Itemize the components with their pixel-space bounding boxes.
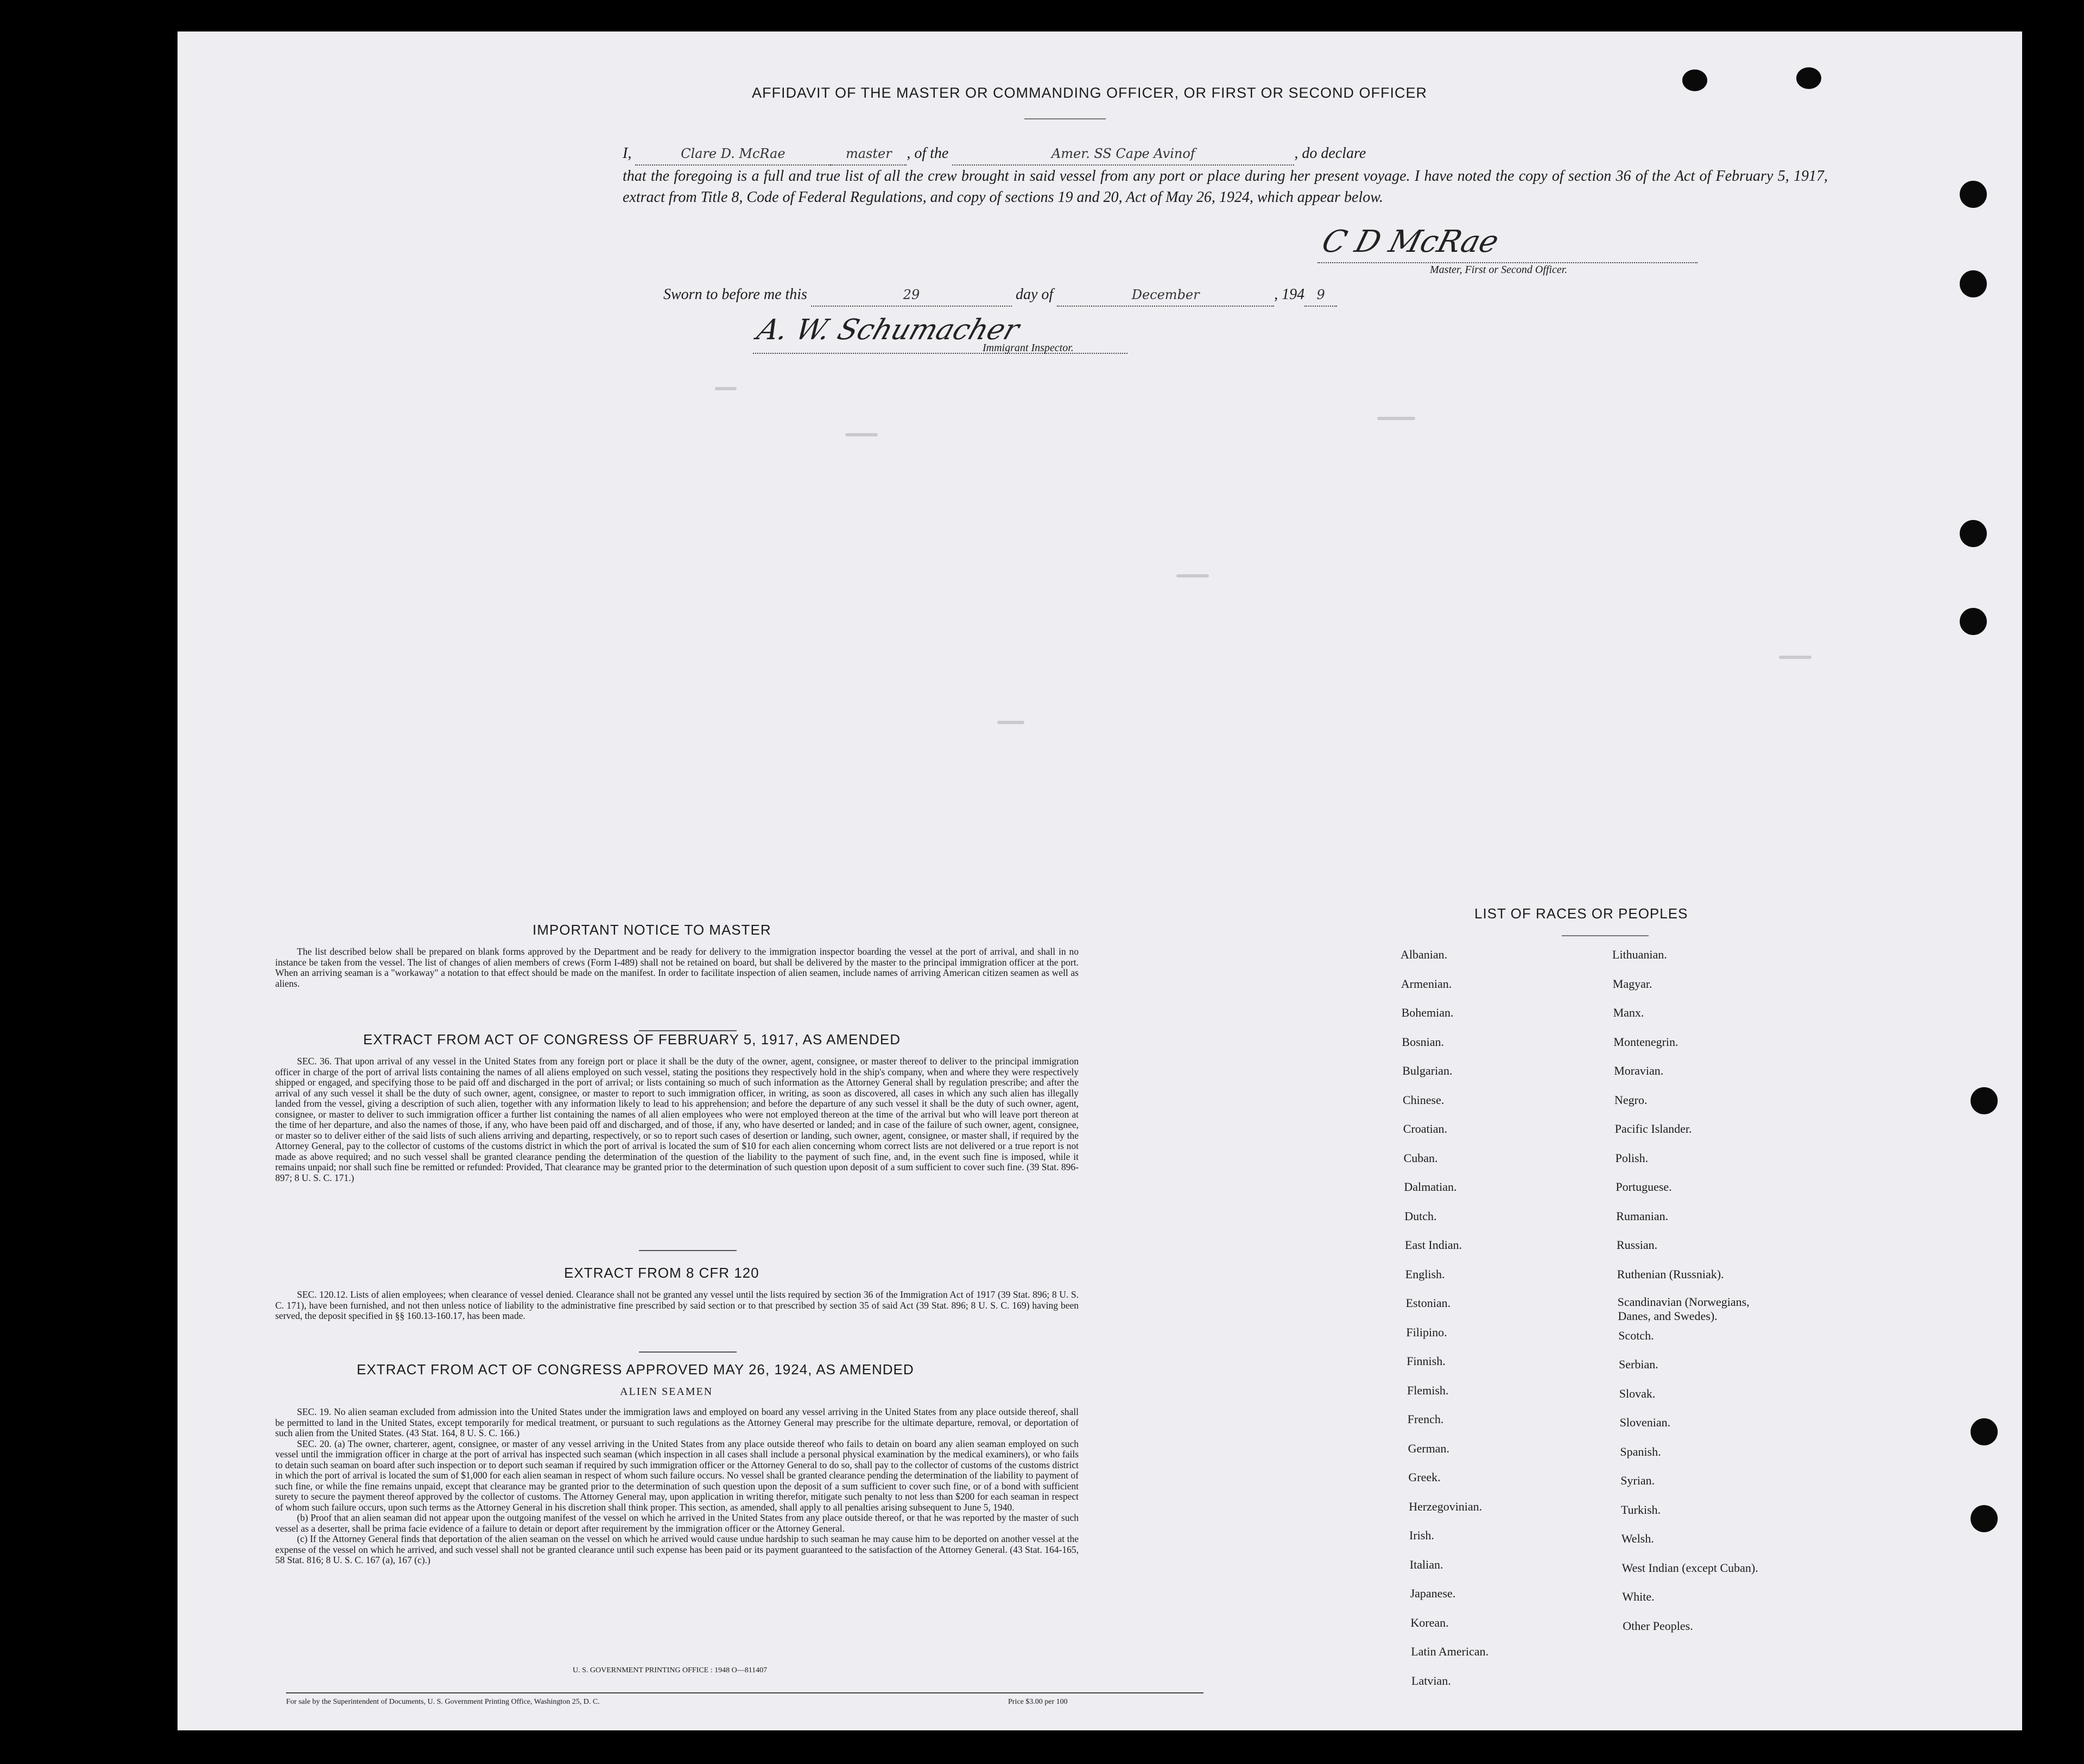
bleed-through-mark bbox=[1377, 417, 1415, 420]
race-list-item: Syrian. bbox=[1620, 1474, 1655, 1487]
declaration-first-line bbox=[623, 143, 1828, 166]
race-list-item: Bohemian. bbox=[1401, 1006, 1454, 1019]
act-1917-title: EXTRACT FROM ACT OF CONGRESS OF FEBRUARY 5, 1917, AS AMENDED bbox=[363, 1031, 901, 1048]
race-list-item: Montenegrin. bbox=[1613, 1035, 1678, 1049]
section-divider bbox=[639, 1351, 737, 1353]
notice-text bbox=[275, 947, 1079, 989]
race-list-item: German. bbox=[1408, 1441, 1449, 1455]
master-signature-line bbox=[1317, 262, 1697, 263]
race-list-item: Filipino. bbox=[1406, 1325, 1447, 1339]
punch-hole bbox=[1960, 270, 1987, 297]
race-list-item: East Indian. bbox=[1405, 1238, 1462, 1252]
act-1924-sec20b: (b) Proof that an alien seaman did not appear upon the outgoing manifest of the vessel on which he arrived in the United States from any place outside thereof, or that he was reported by the master of such vessel as a deserter, shall be prima facie evidence of a failure to detain or deport after requirement by the immigration officer or the Attorney General. bbox=[275, 1512, 1079, 1534]
race-list-item: Armenian. bbox=[1401, 976, 1452, 991]
decl-i: I, bbox=[623, 145, 632, 162]
affidavit-title: AFFIDAVIT OF THE MASTER OR COMMANDING OFFICER, OR FIRST OR SECOND OFFICER bbox=[752, 85, 1428, 101]
notice-paragraph: The list described below shall be prepared on blank forms approved by the Department and be ready for delivery to the immigration inspector boarding the vessel at the port of arrival, and shall in no instance be taken from the vessel. The list of changes of alien members of crews (Form I-489) shall not be retained on board, but shall be delivered by the master to the principal immigration officer at the port. When an arriving seaman is a "workaway" a notation to that effect should be made on the manifest. In order to facilitate inspection of alien seamen, include names of arriving American citizen seamen as well as aliens. bbox=[275, 946, 1079, 989]
printing-office-line: U. S. GOVERNMENT PRINTING OFFICE : 1948 O—811407 bbox=[573, 1666, 768, 1674]
vessel-name-field: Amer. SS Cape Avinof bbox=[952, 143, 1294, 166]
sworn-line bbox=[663, 284, 1586, 307]
race-list-item: Portuguese. bbox=[1616, 1180, 1672, 1194]
act-1917-text bbox=[275, 1056, 1079, 1183]
footer-rule bbox=[286, 1692, 1203, 1693]
race-list-item: Estonian. bbox=[1405, 1296, 1451, 1310]
race-list-item: Italian. bbox=[1409, 1557, 1443, 1571]
bleed-through-mark bbox=[715, 387, 737, 390]
race-list-item: Finnish. bbox=[1407, 1354, 1446, 1368]
race-list-item: Flemish. bbox=[1407, 1383, 1449, 1397]
officer-name-field: Clare D. McRae bbox=[635, 143, 831, 166]
master-signature: C D McRae bbox=[1318, 224, 1503, 259]
bleed-through-mark bbox=[1779, 656, 1811, 659]
race-list-item: Polish. bbox=[1615, 1151, 1649, 1165]
race-list-item: Latvian. bbox=[1411, 1673, 1451, 1687]
race-list-item: Ruthenian (Russniak). bbox=[1617, 1267, 1724, 1281]
cfr-text bbox=[275, 1290, 1079, 1322]
officer-rank-field: master bbox=[831, 143, 907, 166]
race-list-item: Manx. bbox=[1613, 1006, 1644, 1019]
race-list-item: Dalmatian. bbox=[1404, 1180, 1457, 1194]
inspector-label: Immigrant Inspector. bbox=[983, 342, 1074, 354]
race-list-item: Lithuanian. bbox=[1612, 948, 1667, 961]
price-line: Price $3.00 per 100 bbox=[1008, 1698, 1068, 1706]
race-list-item: Greek. bbox=[1408, 1470, 1441, 1484]
race-list-item: Croatian. bbox=[1403, 1122, 1448, 1135]
master-label: Master, First or Second Officer. bbox=[1430, 264, 1568, 276]
year-prefix: , 194 bbox=[1274, 286, 1305, 303]
declaration-text: that the foregoing is a full and true list of all the crew brought in said vessel from any port or place during her present voyage. I have noted the copy of section 36 of the Act of February 5, 1917, extract from Title 8, Code of Federal Regulations, and copy of sections 19 and 20, Act of May 26, 1924, which appear below. bbox=[623, 168, 1828, 206]
form-page bbox=[178, 31, 2022, 1730]
alien-seamen-subtitle: ALIEN SEAMEN bbox=[620, 1386, 713, 1398]
races-title: LIST OF RACES OR PEOPLES bbox=[1474, 905, 1688, 922]
act-1924-title: EXTRACT FROM ACT OF CONGRESS APPROVED MAY 26, 1924, AS AMENDED bbox=[357, 1361, 914, 1378]
punch-hole bbox=[1682, 69, 1707, 91]
race-list-item: Russian. bbox=[1617, 1238, 1658, 1252]
race-list-item: Turkish. bbox=[1621, 1502, 1661, 1516]
race-list-item: Danes, and Swedes). bbox=[1618, 1309, 1718, 1323]
race-list-item: White. bbox=[1622, 1590, 1655, 1603]
sworn-prefix: Sworn to before me this bbox=[663, 286, 807, 303]
race-list-item: Chinese. bbox=[1403, 1093, 1445, 1107]
race-list-item: Slovenian. bbox=[1619, 1416, 1671, 1429]
race-list-item: Korean. bbox=[1410, 1615, 1449, 1629]
punch-hole bbox=[1960, 608, 1987, 635]
punch-hole bbox=[1960, 181, 1987, 208]
race-list-item: Spanish. bbox=[1620, 1444, 1661, 1458]
race-list-item: Dutch. bbox=[1404, 1209, 1437, 1223]
races-title-rule bbox=[1562, 935, 1649, 936]
race-list-item: Latin American. bbox=[1411, 1645, 1489, 1658]
race-list-item: Moravian. bbox=[1614, 1064, 1664, 1077]
declaration-block bbox=[623, 143, 1828, 208]
year-digit-field: 9 bbox=[1304, 284, 1337, 307]
day-of-text: day of bbox=[1015, 286, 1054, 303]
race-list-item: French. bbox=[1407, 1412, 1444, 1426]
title-rule bbox=[1024, 118, 1106, 119]
bleed-through-mark bbox=[997, 721, 1024, 724]
act-1924-sec20c: (c) If the Attorney General finds that deportation of the alien seaman on the vessel on which he arrived would cause undue hardship to such seaman he may cause him to be deported on another vessel at the expense of the vessel on which he arrived, and such vessel shall not be granted clearance until such expense has been paid or its payment guaranteed to the satisfaction of the Attorney General. (43 Stat. 164-165, 58 Stat. 816; 8 U. S. C. 167 (a), 167 (c).) bbox=[275, 1533, 1079, 1565]
race-list-item: Scandinavian (Norwegians, bbox=[1617, 1295, 1750, 1309]
act-1917-sec36: SEC. 36. That upon arrival of any vessel in the United States from any foreign port or place it shall be the duty of the owner, agent, consignee, or master thereof to deliver to the principal immigration officer in charge of the port of arrival lists containing the names of all aliens employed on such vessel, stating the positions they respectively hold in the ship's company, when and where they were respectively shipped or engaged, and specifying those to be paid off and discharged in the port of arrival; or lists containing so much of such information as the Attorney General shall by regulation prescribe; and after the arrival of any such vessel it shall be the duty of such owner, agent, consignee, or master to report to such immigration officer, in writing, as soon as discovered, all cases in which any such alien has illegally landed from the vessel, giving a description of such alien, together with any information likely to lead to his apprehension; and before the departure of any such vessel it shall be the duty of such owner, agent, consignee, or master to deliver to such immigration officer a further list containing the names of all alien employees who were not employed thereon at the time of the arrival but who will leave port thereon at the time of her departure, and also the names of those, if any, who have been paid off and discharged, and of those, if any, who have deserted or landed; and in case of the failure of such owner, agent, consignee, or master so to deliver either of the said lists of such aliens arriving and departing, respectively, or so to report such cases of desertion or landing, such owner, agent, consignee, or master shall, if required by the Attorney General, pay to the collector of customs of the customs district in which the port of arrival is located the sum of $10 for each alien concerning whom correct lists are not delivered or a true report is not made as above required; and no such vessel shall be granted clearance pending the determination of the question of the liability to the payment of such fine, and, in the event such fine is imposed, while it remains unpaid; nor shall such fine be remitted or refunded: Provided, That clearance may be granted prior to the determination of such question upon deposit of a sum sufficient to cover such fine. (39 Stat. 896-897; 8 U. S. C. 171.) bbox=[275, 1056, 1079, 1183]
cfr-title: EXTRACT FROM 8 CFR 120 bbox=[564, 1265, 759, 1281]
race-list-item: English. bbox=[1405, 1267, 1445, 1281]
race-list-item: Cuban. bbox=[1403, 1151, 1438, 1165]
race-list-item: Bosnian. bbox=[1402, 1035, 1445, 1049]
bleed-through-mark bbox=[1176, 574, 1209, 578]
do-declare-text: , do declare bbox=[1294, 145, 1366, 162]
of-the-text: , of the bbox=[907, 145, 949, 162]
sworn-month-field: December bbox=[1057, 284, 1274, 307]
race-list-item: Herzegovinian. bbox=[1409, 1499, 1483, 1513]
act-1924-text bbox=[275, 1407, 1079, 1566]
bleed-through-mark bbox=[845, 433, 878, 436]
section-divider bbox=[639, 1250, 737, 1251]
race-list-item: Irish. bbox=[1409, 1528, 1434, 1542]
notice-title: IMPORTANT NOTICE TO MASTER bbox=[533, 922, 771, 938]
race-list-item: Magyar. bbox=[1612, 976, 1652, 991]
punch-hole bbox=[1796, 67, 1821, 89]
act-1924-sec20a: SEC. 20. (a) The owner, charterer, agent, consignee, or master of any vessel arriving in the United States from any place outside thereof who fails to detain on board any alien seaman employed on such vessel until the immigration officer in charge at the port of arrival has inspected such seaman (which inspection in all cases shall include a personal physical examination by the medical examiners), or who fails to detain such seaman on board after such inspection or to deport such seaman if required by such immigration officer or the Attorney General to do so, shall pay to the collector of customs of the customs district in which the port of arrival is located the sum of $1,000 for each alien seaman in respect of whom such failure occurs. No vessel shall be granted clearance pending the determination of the liability to payment of such fine, or while the fine remains unpaid, except that clearance may be granted prior to the determination of such question upon the deposit of a sum sufficient to cover such fine, or of a bond with sufficient surety to secure the payment thereof approved by the collector of customs. The Attorney General may, upon application in writing therefor, mitigate such penalty to not less than $200 for each seaman in respect of whom such failure occurs, upon such terms as the Attorney General in his discretion shall think proper. This section, as amended, shall apply to all penalties arising subsequent to June 5, 1940. bbox=[275, 1438, 1079, 1513]
act-1924-sec19: SEC. 19. No alien seaman excluded from admission into the United States under the immigration laws and employed on board any vessel arriving in the United States from any place outside thereof, shall be permitted to land in the United States, except temporarily for medical treatment, or pursuant to such regulations as the Attorney General may prescribe for the ultimate departure, removal, or deportation of such alien from the United States. (43 Stat. 164, 8 U. S. C. 166.) bbox=[275, 1406, 1079, 1438]
race-list-item: Albanian. bbox=[1401, 948, 1448, 961]
race-list-item: Bulgarian. bbox=[1402, 1064, 1453, 1077]
race-list-item: Rumanian. bbox=[1616, 1209, 1669, 1223]
race-list-item: Negro. bbox=[1614, 1093, 1648, 1107]
cfr-sec120-12: SEC. 120.12. Lists of alien employees; when clearance of vessel denied. Clearance shall not be granted any vessel until the lists required by section 36 of the Immigration Act of 1917 (39 Stat. 896; 8 U. S. C. 171), have been furnished, and not then unless notice of liability to the administrative fine prescribed by said section or to that prescribed by section 35 of said Act (39 Stat. 896; 8 U. S. C. 169) having been served, the deposit specified in §§ 160.13-160.17, has been made. bbox=[275, 1289, 1079, 1321]
inspector-signature: A. W. Schumacher bbox=[753, 314, 1024, 346]
for-sale-line: For sale by the Superintendent of Documents, U. S. Government Printing Office, Washington 25, D. C. bbox=[286, 1698, 600, 1706]
race-list-item: Serbian. bbox=[1619, 1357, 1658, 1371]
race-list-item: Scotch. bbox=[1618, 1328, 1654, 1342]
punch-hole bbox=[1971, 1087, 1998, 1114]
race-list-item: West Indian (except Cuban). bbox=[1621, 1560, 1758, 1575]
race-list-item: Japanese. bbox=[1410, 1587, 1456, 1600]
race-list-item: Slovak. bbox=[1619, 1386, 1656, 1400]
race-list-item: Other Peoples. bbox=[1623, 1619, 1693, 1633]
race-list-item: Welsh. bbox=[1621, 1532, 1654, 1545]
race-list-item: Pacific Islander. bbox=[1614, 1122, 1692, 1135]
punch-hole bbox=[1971, 1505, 1998, 1532]
punch-hole bbox=[1960, 520, 1987, 547]
sworn-day-field: 29 bbox=[811, 284, 1012, 307]
punch-hole bbox=[1971, 1418, 1998, 1445]
